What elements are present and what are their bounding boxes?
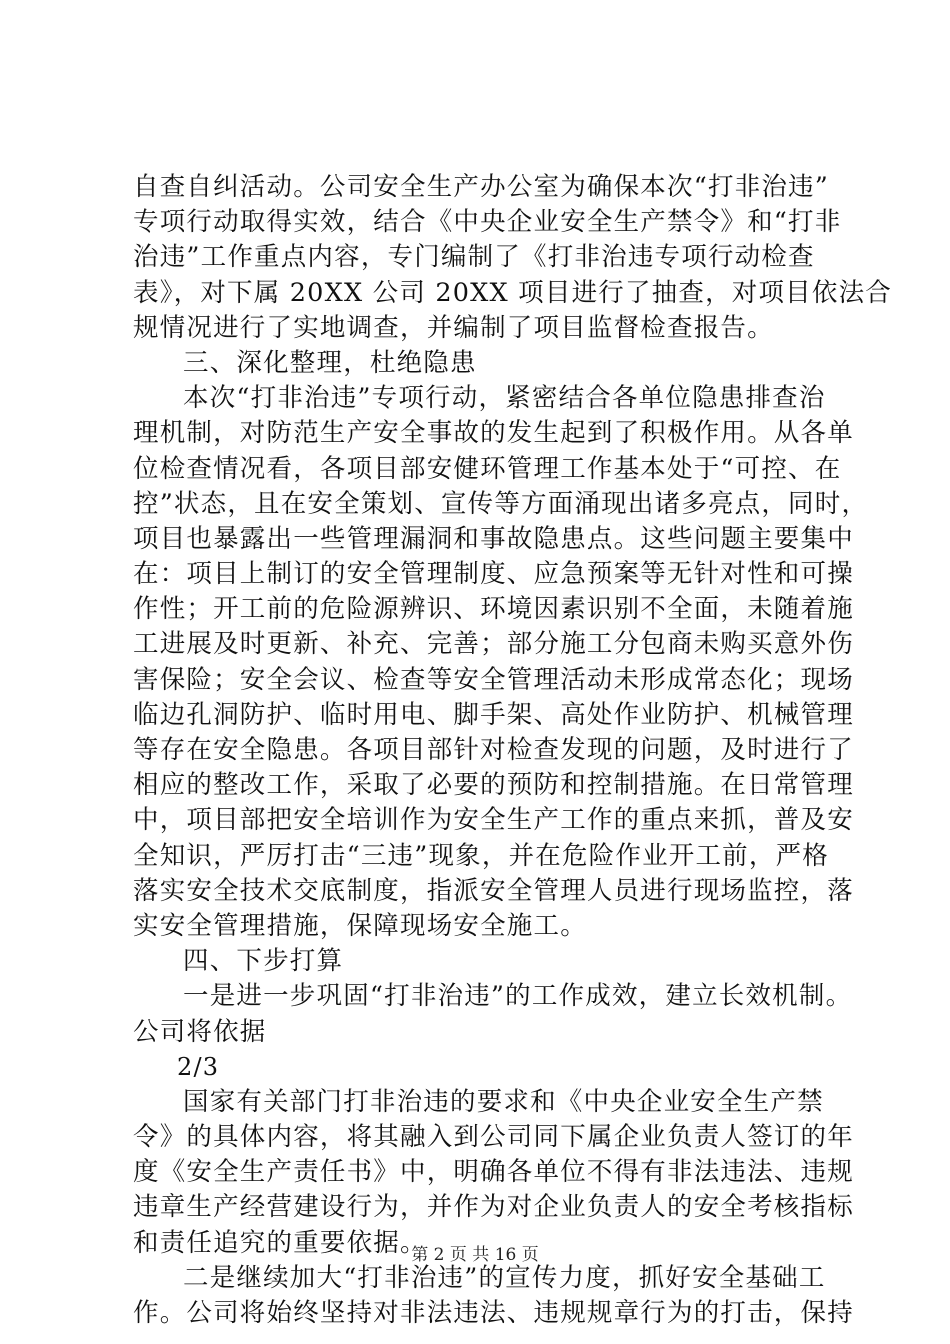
paragraph-line: 国家有关部门打非治违的要求和《中央企业安全生产禁 xyxy=(183,1086,824,1117)
paragraph-line: 和责任追究的重要依据。 xyxy=(133,1227,427,1258)
section-heading-3: 三、深化整理，杜绝隐患 xyxy=(183,347,477,378)
paragraph-line: 规情况进行了实地调查，并编制了项目监督检查报告。 xyxy=(133,312,774,343)
paragraph-line: 自查自纠活动。公司安全生产办公室为确保本次“打非治违” xyxy=(133,172,829,202)
page-number-footer: 第 2 页 共 16 页 xyxy=(411,1245,539,1265)
paragraph-line: 专项行动取得实效，结合《中央企业安全生产禁令》和“打非 xyxy=(133,207,842,238)
document-body xyxy=(133,170,892,1331)
paragraph-line: 表》，对下属 20XX 公司 20XX 项目进行了抽查，对项目依法合 xyxy=(133,277,892,308)
paragraph-line: 理机制，对防范生产安全事故的发生起到了积极作用。从各单 xyxy=(133,418,854,449)
paragraph-line: 项目也暴露出一些管理漏洞和事故隐患点。这些问题主要集中 xyxy=(133,523,854,554)
paragraph-line: 作。公司将始终坚持对非法违法、违规规章行为的打击，保持 xyxy=(133,1298,854,1328)
inline-page-fraction: 2/3 xyxy=(177,1052,220,1081)
paragraph-line: 控”状态，且在安全策划、宣传等方面涌现出诸多亮点，同时， xyxy=(133,488,869,519)
paragraph-line: 在：项目上制订的安全管理制度、应急预案等无针对性和可操 xyxy=(133,559,854,590)
paragraph-line: 临边孔洞防护、临时用电、脚手架、高处作业防护、机械管理 xyxy=(133,699,854,730)
paragraph-line: 度《安全生产责任书》中，明确各单位不得有非法违法、违规 xyxy=(133,1157,854,1188)
paragraph-line: 令》的具体内容，将其融入到公司同下属企业负责人签订的年 xyxy=(133,1122,854,1153)
paragraph-line: 治违”工作重点内容，专门编制了《打非治违专项行动检查 xyxy=(133,242,815,273)
paragraph-line: 等存在安全隐患。各项目部针对检查发现的问题，及时进行了 xyxy=(133,735,854,765)
paragraph-line: 实安全管理措施，保障现场安全施工。 xyxy=(133,910,587,941)
paragraph-line: 公司将依据 xyxy=(133,1016,267,1047)
paragraph-line: 害保险；安全会议、检查等安全管理活动未形成常态化；现场 xyxy=(133,664,854,695)
paragraph-line: 位检查情况看，各项目部安健环管理工作基本处于“可控、在 xyxy=(133,453,842,484)
paragraph-line: 工进展及时更新、补充、完善；部分施工分包商未购买意外伤 xyxy=(133,629,854,660)
paragraph-line: 落实安全技术交底制度，指派安全管理人员进行现场监控，落 xyxy=(133,875,854,906)
section-heading-4: 四、下步打算 xyxy=(183,946,344,977)
paragraph-line: 二是继续加大“打非治违”的宣传力度，抓好安全基础工 xyxy=(183,1262,826,1293)
paragraph-line: 中，项目部把安全培训作为安全生产工作的重点来抓，普及安 xyxy=(133,805,854,836)
paragraph-line: 违章生产经营建设行为，并作为对企业负责人的安全考核指标 xyxy=(133,1192,854,1223)
paragraph-line: 一是进一步巩固“打非治违”的工作成效，建立长效机制。 xyxy=(183,981,853,1012)
paragraph-line: 相应的整改工作，采取了必要的预防和控制措施。在日常管理 xyxy=(133,770,854,801)
paragraph-line: 作性；开工前的危险源辨识、环境因素识别不全面，未随着施 xyxy=(133,594,854,625)
paragraph-line: 本次“打非治违”专项行动，紧密结合各单位隐患排查治 xyxy=(183,383,826,414)
paragraph-line: 全知识，严厉打击“三违”现象，并在危险作业开工前，严格 xyxy=(133,840,829,871)
